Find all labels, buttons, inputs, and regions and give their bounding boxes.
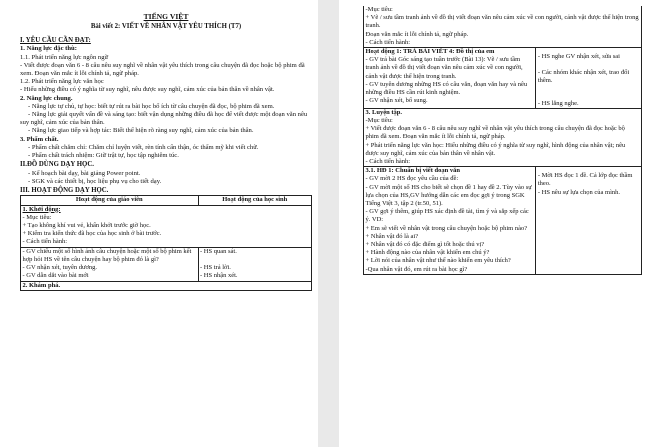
subheading-specific-competence: 1. Năng lực đặc thù: — [20, 45, 77, 53]
activities-table-right — [363, 6, 642, 275]
student-step-3: - HS nhận xét. — [200, 272, 238, 280]
section-activities-heading: III. HOẠT ĐỘNG DẠY HỌC. — [20, 187, 109, 195]
warmup-objective-label: - Mục tiêu: — [22, 213, 52, 221]
activities-table-left — [20, 195, 312, 290]
table-cell-student-hd31 — [536, 167, 642, 275]
document-page-right — [339, 0, 650, 447]
table-row-warmup — [21, 205, 312, 247]
activity-31-prompt-5: + Lời nói của nhân vật như thế nào khiến em yêu thích? — [365, 257, 511, 265]
activity-31-prompt-3: + Nhân vật đó có đặc điểm gì tốt hoặc thú vị? — [365, 241, 485, 249]
paragraph-communication: - Năng lực giao tiếp và hợp tác: Biết thể hiện rõ ràng suy nghĩ, cảm xúc của bản thân. — [28, 127, 254, 135]
paragraph-diligence: - Phẩm chất chăm chỉ: Chăm chỉ luyện viết, rèn tính cẩn thận, óc thẩm mỹ khi viết chữ. — [28, 143, 259, 151]
table-cell-student-warmup — [198, 247, 312, 281]
activity-1-student-2: - Các nhóm khác nhận xét, trao đổi thêm. — [537, 69, 630, 85]
activity-31-title: 3.1. HĐ 1: Chuẩn bị viết đoạn văn — [365, 167, 460, 175]
teacher-step-1: - GV chiếu một số hình ảnh câu chuyện hoặc một số bộ phim kết hợp hỏi HS về tên câu chuyện hay bộ phim đó là gì? — [22, 247, 192, 263]
activity-31-prompt-4: + Hành động nào của nhân vật khiến em chú ý? — [365, 249, 490, 257]
paragraph-literature: - Hiểu những điều có ý nghĩa từ suy nghĩ, nêu được suy nghĩ, cảm xúc của bản thân về nhân vật. — [20, 86, 275, 94]
subheading-qualities: 3. Phẩm chất. — [20, 135, 59, 143]
activity-1-student-3: - HS lắng nghe. — [537, 99, 579, 107]
materials-item-plan: - Kế hoạch bài dạy, bài giảng Power point. — [28, 169, 141, 177]
activity-31-prompt-6: -Qua nhân vật đó, em rút ra bài học gì? — [365, 265, 468, 273]
activity-1-title: Hoạt động 1: TRẢ BÀI VIẾT 4: Đồ thị của em — [365, 48, 495, 56]
lesson-title: Bài viết 2: VIẾT VỀ NHÂN VẬT YÊU THÍCH (T7) — [90, 23, 242, 30]
table-row-objective — [364, 6, 642, 48]
practice-title: 3. Luyện tập. — [365, 108, 402, 116]
practice-objective-1: + Viết được đoạn văn 6 - 8 câu nêu suy nghĩ về nhân vật yêu thích trong câu chuyện đã đọc hoặc bộ phim đã xem. Đoạn văn mắc ít lỗi chính tả, ngữ pháp. — [365, 125, 625, 141]
paragraph-responsibility: - Phẩm chất trách nhiệm: Giữ trật tự, học tập nghiêm túc. — [28, 152, 179, 160]
activity-1-step-2: - GV tuyên dương những HS có câu văn, đoạn văn hay và nêu những điều HS cần rút kinh nghiệm. — [365, 80, 528, 97]
paragraph-self-study: - Năng lực tự chủ, tự học: biết tự rút ra bài học bổ ích từ câu chuyện đã đọc, bộ phim đã xem. — [28, 102, 275, 110]
warmup-objective-2: + Kiểm tra kiến thức đã học của học sinh ở bài trước. — [22, 230, 162, 238]
teacher-step-3: - GV dẫn dắt vào bài mới — [22, 272, 89, 280]
activity-31-student-2: - HS nêu sự lựa chọn của mình. — [537, 188, 621, 196]
table-cell-teacher-warmup — [21, 247, 199, 281]
subject-heading: TIẾNG VIỆT — [143, 12, 189, 21]
table-row-practice — [364, 108, 642, 166]
activity-31-prompt-1: + Em sẽ viết về nhân vật trong câu chuyện hoặc bộ phim nào? — [365, 224, 528, 232]
activity-1-step-1: - GV trả bài Góc sáng tạo tuần trước (Bài 13): Vẽ / sưu tầm tranh ảnh về đồ thị viết đoạn văn nêu cảm xúc về con người, cảnh vật được thể hiện trong tranh. — [365, 56, 523, 80]
activity-31-prompt-2: + Nhân vật đó là ai? — [365, 232, 419, 240]
activity-31-step-3: - GV gợi ý thêm, giúp HS xác định đề tài, tìm ý và sắp xếp các ý. VD: — [365, 208, 529, 224]
student-step-2: - HS trả lời. — [200, 263, 231, 271]
column-header-teacher: Hoạt động của giáo viên — [21, 196, 199, 205]
table-cell-teacher-hd31 — [364, 167, 536, 275]
document-page-left — [0, 0, 318, 447]
column-header-student: Hoạt động của học sinh — [198, 196, 312, 205]
materials-item-textbook: - SGK và các thiết bị, học liệu phụ vụ cho tiết dạy. — [28, 177, 162, 185]
warmup-procedure-label: - Cách tiến hành: — [22, 238, 68, 246]
activity-31-step-2: - GV mời một số HS cho biết sẽ chọn đề 1 hay đề 2. Tùy vào sự lựa chọn của HS,GV hướng dẫn các em đọc gợi ý trong SGK Tiếng Việt 3, tập 2 (tr.50, 51). — [365, 183, 532, 208]
section-objectives-heading: I. YÊU CẦU CẦN ĐẠT: — [20, 37, 91, 44]
table-cell-student-hd1 — [536, 48, 642, 109]
practice-objective-2: + Phát triển năng lực văn học: Hiểu những điều có ý nghĩa từ suy nghĩ, hình động của nhân vật; nêu được suy nghĩ, cảm xúc của bản thân về nhân vật. — [365, 141, 626, 157]
subheading-language: 1.1. Phát triển năng lực ngôn ngữ — [20, 53, 109, 61]
practice-objective-label: -Mục tiêu: — [365, 117, 393, 125]
explore-title: 2. Khám phá. — [22, 281, 61, 289]
paragraph-problem-solving: - Năng lực giải quyết vấn đề và sáng tạo: biết vận dụng những điều đã học để viết được một đoạn văn nêu suy nghĩ, cảm xúc của bản thân. — [20, 111, 308, 127]
paragraph-language: - Viết được đoạn văn 6 - 8 câu nêu suy nghĩ về nhân vật yêu thích trong câu chuyện đã đọc hoặc bộ phim đã xem. Đoạn văn mắc ít lỗi chính tả, ngữ pháp. — [20, 61, 305, 78]
teacher-step-2: - GV nhận xét, tuyên dương. — [22, 264, 98, 272]
student-step-1: - HS quan sát. — [200, 247, 237, 255]
activity-31-student-1: - Mời HS đọc 1 đề. Cả lớp đọc thầm theo. — [537, 172, 633, 188]
procedure-label: - Cách tiến hành: — [365, 38, 411, 46]
subheading-literature: 1.2. Phát triển năng lực văn học — [20, 78, 104, 86]
table-cell-teacher-hd1 — [364, 48, 536, 109]
warmup-objective-1: + Tạo không khí vui vẻ, khấn khởi trước giờ học. — [22, 222, 151, 230]
objective-draw: + Vẽ / sưu tầm tranh ảnh về đồ thị viết đoạn văn nêu cảm xúc về con người, cảnh vật được thể hiện trong tranh. — [365, 14, 639, 30]
objective-label: -Mục tiêu: — [365, 6, 393, 13]
table-row-explore — [21, 281, 312, 290]
activity-1-student-1: - HS nghe GV nhận xét, sửa sai — [537, 53, 620, 61]
activity-1-step-3: - GV nhận xét, bổ sung. — [365, 97, 428, 105]
practice-procedure-label: - Cách tiến hành: — [365, 158, 411, 166]
subheading-general-competence: 2. Năng lực chung. — [20, 94, 73, 102]
objective-spelling: Đoạn văn mắc ít lỗi chính tả, ngữ pháp. — [365, 30, 469, 38]
warmup-title: 1. Khởi động: — [22, 205, 61, 213]
section-materials-heading: II.ĐỒ DÙNG DẠY HỌC. — [20, 161, 94, 169]
activity-31-step-1: - GV mời 2 HS đọc yêu cầu của đề: — [365, 175, 459, 183]
